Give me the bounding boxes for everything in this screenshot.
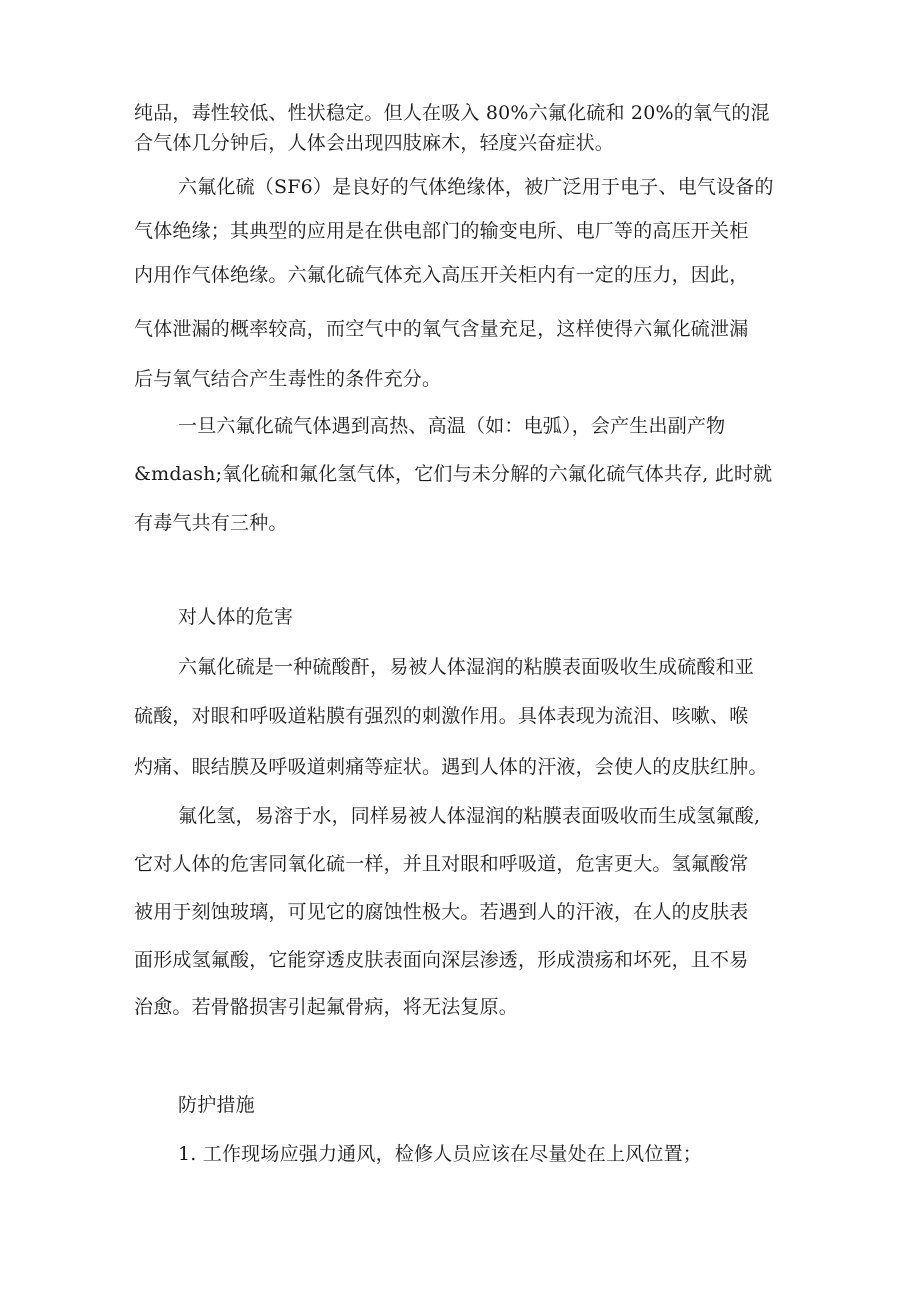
paragraph-line: 被用于刻蚀玻璃，可见它的腐蚀性极大。若遇到人的汗液，在人的皮肤表: [134, 901, 749, 923]
paragraph-line: 纯品，毒性较低、性状稳定。但人在吸入 80%六氟化硫和 20%的氧气的混: [134, 102, 770, 124]
paragraph-line: 它对人体的危害同氧化硫一样，并且对眼和呼吸道，危害更大。氢氟酸常: [134, 853, 749, 875]
paragraph-line: 有毒气共有三种。: [134, 512, 288, 534]
paragraph-line: &mdash;氧化硫和氟化氢气体，它们与未分解的六氟化硫气体共存, 此时就: [134, 463, 773, 485]
section-heading-protection: 防护措施: [178, 1094, 255, 1116]
paragraph-line: 合气体几分钟后，人体会出现四肢麻木，轻度兴奋症状。: [134, 132, 615, 154]
paragraph-line: 后与氧气结合产生毒性的条件充分。: [134, 368, 442, 390]
paragraph-line: 气体绝缘；其典型的应用是在供电部门的输变电所、电厂等的高压开关柜: [134, 220, 749, 242]
paragraph-line: 硫酸，对眼和呼吸道粘膜有强烈的刺激作用。具体表现为流泪、咳嗽、喉: [134, 705, 749, 727]
paragraph-line: 灼痛、眼结膜及呼吸道刺痛等症状。遇到人体的汗液，会使人的皮肤红肿。: [134, 756, 768, 778]
paragraph-line: 面形成氢氟酸，它能穿透皮肤表面向深层渗透，形成溃疡和坏死，且不易: [134, 949, 749, 971]
paragraph-line: 气体泄漏的概率较高，而空气中的氧气含量充足，这样使得六氟化硫泄漏: [134, 318, 749, 340]
paragraph-line: 六氟化硫是一种硫酸酐，易被人体湿润的粘膜表面吸收生成硫酸和亚: [178, 656, 755, 678]
paragraph-line: 氟化氢，易溶于水，同样易被人体湿润的粘膜表面吸收而生成氢氟酸,: [178, 805, 761, 827]
paragraph-line: 内用作气体绝缘。六氟化硫气体充入高压开关柜内有一定的压力，因此，: [134, 264, 749, 286]
paragraph-line: 六氟化硫（SF6）是良好的气体绝缘体，被广泛用于电子、电气设备的: [178, 176, 774, 198]
section-heading-harm: 对人体的危害: [178, 606, 294, 628]
paragraph-line: 治愈。若骨骼损害引起氟骨病，将无法复原。: [134, 996, 519, 1018]
list-item: 1. 工作现场应强力通风，检修人员应该在尽量处在上风位置；: [178, 1143, 702, 1165]
paragraph-line: 一旦六氟化硫气体遇到高热、高温（如：电弧），会产生出副产物: [178, 415, 726, 437]
